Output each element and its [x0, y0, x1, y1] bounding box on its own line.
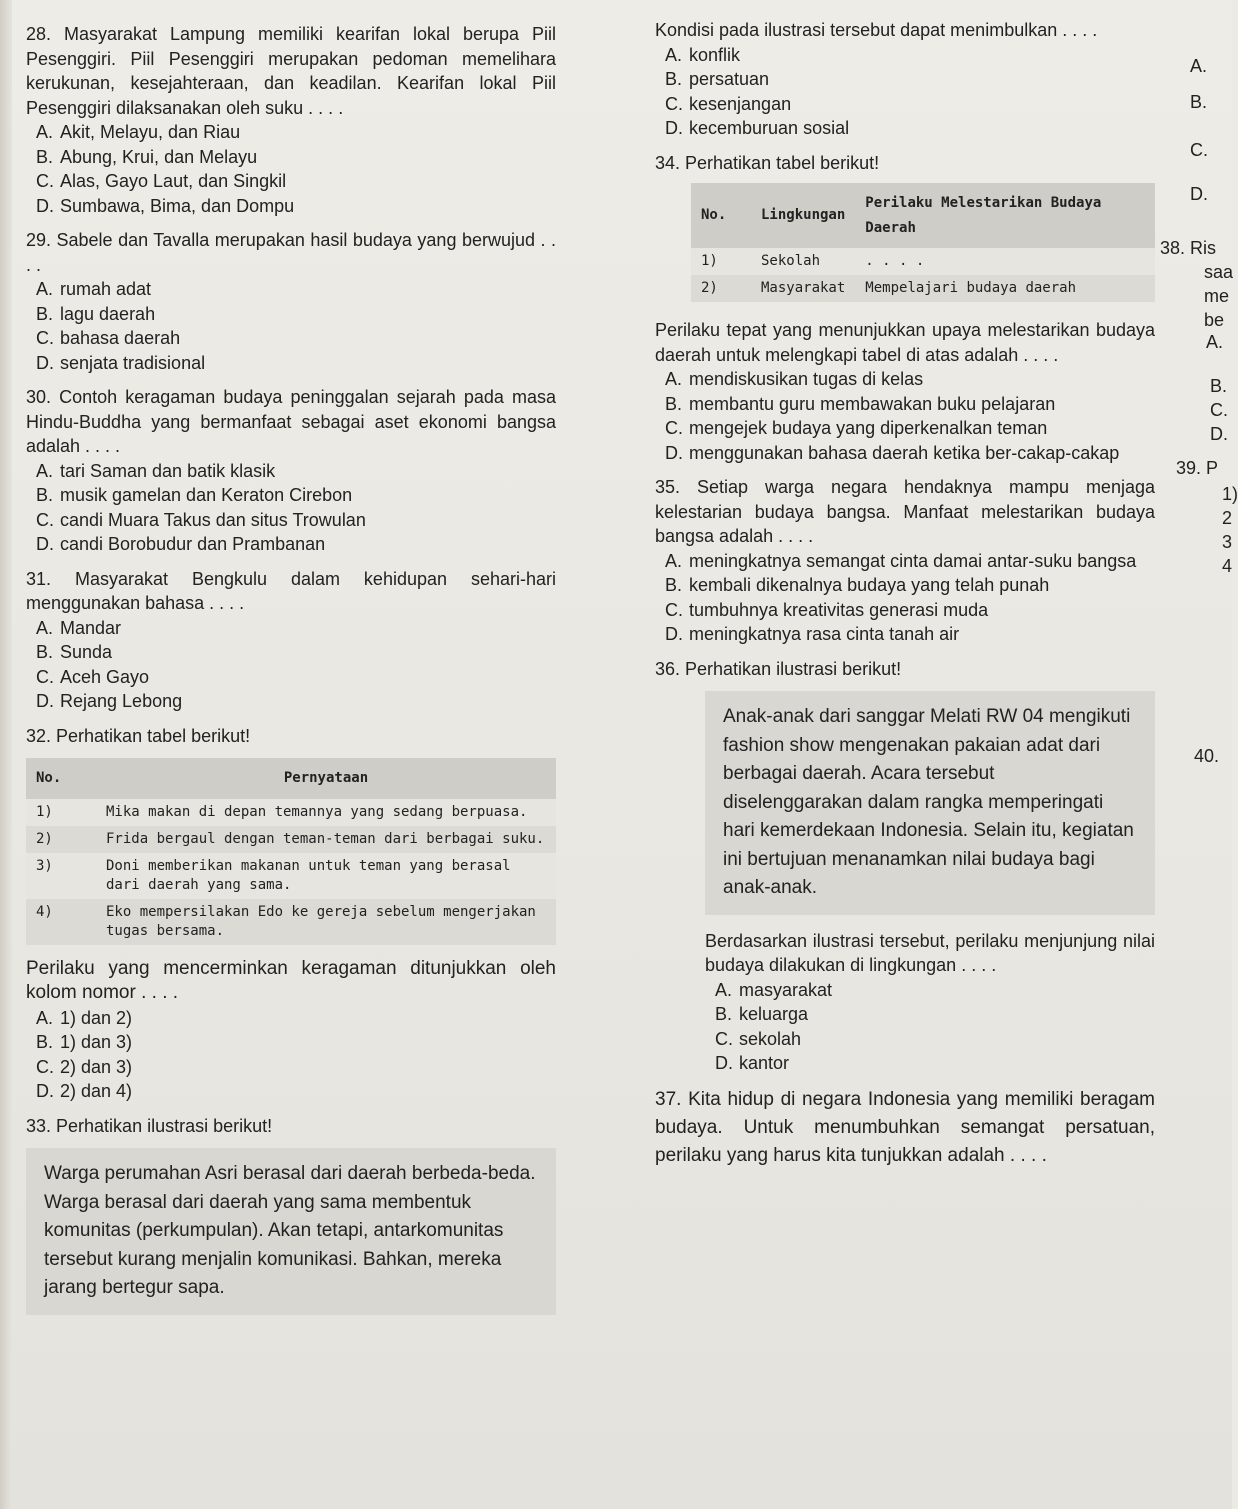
- question-stem: 29. Sabele dan Tavalla merupakan hasil budaya yang berwujud . . . .: [26, 230, 556, 275]
- option-a[interactable]: A. rumah adat: [36, 279, 152, 299]
- question-37: [655, 1086, 1155, 1170]
- edge-text: 38. Ris: [1160, 238, 1217, 258]
- edge-text: D.: [1190, 184, 1208, 204]
- edge-text: 1): [1222, 484, 1238, 504]
- edge-text: 4: [1222, 556, 1233, 576]
- question-31: [26, 567, 556, 714]
- option-c[interactable]: C. tumbuhnya kreativitas generasi muda: [665, 599, 989, 620]
- option-d[interactable]: D. 2) dan 4): [36, 1081, 133, 1101]
- question-stem: 35. Setiap warga negara hendaknya mampu menjaga kelestarian budaya bangsa. Manfaat melestarikan budaya bangsa adalah . . . .: [655, 477, 1155, 546]
- table-header-no: No.: [691, 183, 751, 248]
- edge-text: 39. P: [1176, 458, 1219, 478]
- option-d[interactable]: D. menggunakan bahasa daerah ketika ber-cakap-cakap: [665, 442, 1120, 463]
- option-b[interactable]: B. persatuan: [665, 69, 770, 89]
- illustration-text: Anak-anak dari sanggar Melati RW 04 mengikuti fashion show mengenakan pakaian adat dari berbagai daerah. Acara tersebut diselenggarakan dalam rangka memperingati hari kemerdekaan Indonesia. Selain itu, kegiatan ini bertujuan menanamkan nilai budaya bagi anak-anak.: [723, 706, 1134, 898]
- option-d[interactable]: D. kecemburuan sosial: [665, 118, 850, 138]
- edge-text: 40.: [1194, 746, 1220, 766]
- option-c[interactable]: C. sekolah: [715, 1028, 802, 1049]
- question-stem-continued: Perilaku tepat yang menunjukkan upaya melestarikan budaya daerah untuk melengkapi tabel di atas adalah . . . .: [655, 320, 1155, 365]
- question-stem: 37. Kita hidup di negara Indonesia yang memiliki beragam budaya. Untuk menumbuhkan semangat persatuan, perilaku yang harus kita tunjukkan adalah . . . .: [655, 1088, 1155, 1166]
- question-36: [655, 657, 1155, 1076]
- option-a[interactable]: A. Akit, Melayu, dan Riau: [36, 122, 241, 142]
- question-stem-continued: Berdasarkan ilustrasi tersebut, perilaku menjunjung nilai budaya dilakukan di lingkungan . . . .: [705, 930, 1155, 975]
- option-b[interactable]: B. keluarga: [715, 1004, 809, 1024]
- edge-text: C.: [1190, 140, 1208, 160]
- table-row: 2) Frida bergaul dengan teman-teman dari berbagai suku.: [26, 826, 556, 853]
- table-row: 1) Mika makan di depan temannya yang sedang berpuasa.: [26, 799, 556, 826]
- edge-text: A.: [1190, 56, 1208, 76]
- option-d[interactable]: D. senjata tradisional: [36, 352, 206, 373]
- illustration-text: Warga perumahan Asri berasal dari daerah berbeda-beda. Warga berasal dari daerah yang sama membentuk komunitas (perkumpulan). Akan tetapi, antarkomunitas tersebut kurang menjalin komunikasi. Bahkan, mereka jarang bertegur sapa.: [44, 1163, 536, 1298]
- option-c[interactable]: C. Alas, Gayo Laut, dan Singkil: [36, 171, 287, 191]
- option-a[interactable]: A. mendiskusikan tugas di kelas: [665, 369, 924, 389]
- edge-text: 2: [1222, 508, 1233, 528]
- table-header-no: No.: [26, 758, 96, 799]
- table-row: 4) Eko mempersilakan Edo ke gereja sebelum mengerjakan tugas bersama.: [26, 899, 556, 945]
- edge-text: D.: [1210, 424, 1228, 444]
- option-b[interactable]: B. lagu daerah: [36, 303, 156, 324]
- table-row: 2) Masyarakat Mempelajari budaya daerah: [691, 275, 1155, 302]
- question-stem: 33. Perhatikan ilustrasi berikut!: [26, 1115, 273, 1136]
- option-a[interactable]: A. 1) dan 2): [36, 1007, 133, 1028]
- edge-text: saa: [1204, 262, 1234, 282]
- edge-text: me: [1204, 286, 1230, 306]
- illustration-box: [705, 691, 1155, 915]
- option-c[interactable]: C. mengejek budaya yang diperkenalkan teman: [665, 418, 1048, 438]
- edge-text: B.: [1190, 92, 1208, 112]
- option-c[interactable]: C. 2) dan 3): [36, 1056, 133, 1077]
- option-d[interactable]: D. candi Borobudur dan Prambanan: [36, 534, 326, 554]
- question-stem: 34. Perhatikan tabel berikut!: [655, 152, 880, 173]
- question-30: [26, 385, 556, 557]
- option-a[interactable]: A. konflik: [665, 44, 741, 65]
- edge-text: be: [1204, 310, 1225, 330]
- question-stem: 36. Perhatikan ilustrasi berikut!: [655, 658, 902, 679]
- environment-table: [691, 183, 1155, 302]
- edge-text: C.: [1210, 400, 1228, 420]
- option-c[interactable]: C. bahasa daerah: [36, 328, 181, 348]
- question-34: [655, 151, 1155, 466]
- question-29: [26, 228, 556, 375]
- option-a[interactable]: A. tari Saman dan batik klasik: [36, 460, 276, 481]
- option-d[interactable]: D. meningkatnya rasa cinta tanah air: [665, 624, 960, 644]
- option-a[interactable]: A. meningkatnya semangat cinta damai antar-suku bangsa: [665, 550, 1137, 571]
- question-32: [26, 724, 556, 1104]
- table-row: 3) Doni memberikan makanan untuk teman yang berasal dari daerah yang sama.: [26, 853, 556, 899]
- edge-text: B.: [1210, 376, 1228, 396]
- table-row: 1) Sekolah . . . .: [691, 248, 1155, 275]
- option-d[interactable]: D. Sumbawa, Bima, dan Dompu: [36, 195, 295, 216]
- question-stem-continued: Kondisi pada ilustrasi tersebut dapat menimbulkan . . . .: [655, 20, 1098, 40]
- illustration-box: [26, 1148, 556, 1315]
- option-b[interactable]: B. musik gamelan dan Keraton Cirebon: [36, 485, 353, 505]
- option-b[interactable]: B. kembali dikenalnya budaya yang telah punah: [665, 575, 1050, 595]
- question-28: [26, 22, 556, 218]
- question-stem-continued: Perilaku yang mencerminkan keragaman ditunjukkan oleh kolom nomor . . . .: [26, 957, 556, 1003]
- middle-column: [655, 18, 1155, 1180]
- option-a[interactable]: A. masyarakat: [715, 979, 833, 1000]
- edge-text: A.: [1206, 332, 1224, 352]
- option-a[interactable]: A. Mandar: [36, 617, 122, 638]
- question-stem: 28. Masyarakat Lampung memiliki kearifan lokal berupa Piil Pesenggiri. Piil Pesenggiri merupakan pedoman memelihara kerukunan, kesejahteraan, dan keadilan. Kearifan lokal Piil Pesenggiri dilaksanakan oleh suku . . . .: [26, 24, 556, 118]
- table-header-environment: Lingkungan: [751, 183, 855, 248]
- question-35: [655, 475, 1155, 647]
- option-b[interactable]: B. Sunda: [36, 642, 113, 662]
- option-b[interactable]: B. Abung, Krui, dan Melayu: [36, 146, 258, 167]
- option-c[interactable]: C. candi Muara Takus dan situs Trowulan: [36, 509, 366, 530]
- left-column: [26, 22, 556, 1329]
- option-d[interactable]: D. kantor: [715, 1053, 790, 1073]
- table-header-statement: Pernyataan: [96, 758, 556, 799]
- option-d[interactable]: D. Rejang Lebong: [36, 691, 183, 711]
- question-33-continued: [655, 18, 1155, 141]
- question-stem: 31. Masyarakat Bengkulu dalam kehidupan sehari-hari menggunakan bahasa . . . .: [26, 568, 556, 613]
- question-33: [26, 1114, 556, 1315]
- edge-text: 3: [1222, 532, 1233, 552]
- option-b[interactable]: B. membantu guru membawakan buku pelajaran: [665, 393, 1056, 414]
- question-stem: 32. Perhatikan tabel berikut!: [26, 725, 251, 746]
- option-c[interactable]: C. kesenjangan: [665, 93, 792, 114]
- option-b[interactable]: B. 1) dan 3): [36, 1032, 133, 1052]
- question-stem: 30. Contoh keragaman budaya peninggalan sejarah pada masa Hindu-Buddha yang bermanfaat sebagai aset ekonomi bangsa adalah . . . .: [26, 387, 556, 456]
- table-header-behavior: Perilaku Melestarikan Budaya Daerah: [855, 183, 1155, 248]
- statement-table: [26, 758, 556, 945]
- page-fold-shadow: [0, 0, 12, 1509]
- option-c[interactable]: C. Aceh Gayo: [36, 666, 150, 687]
